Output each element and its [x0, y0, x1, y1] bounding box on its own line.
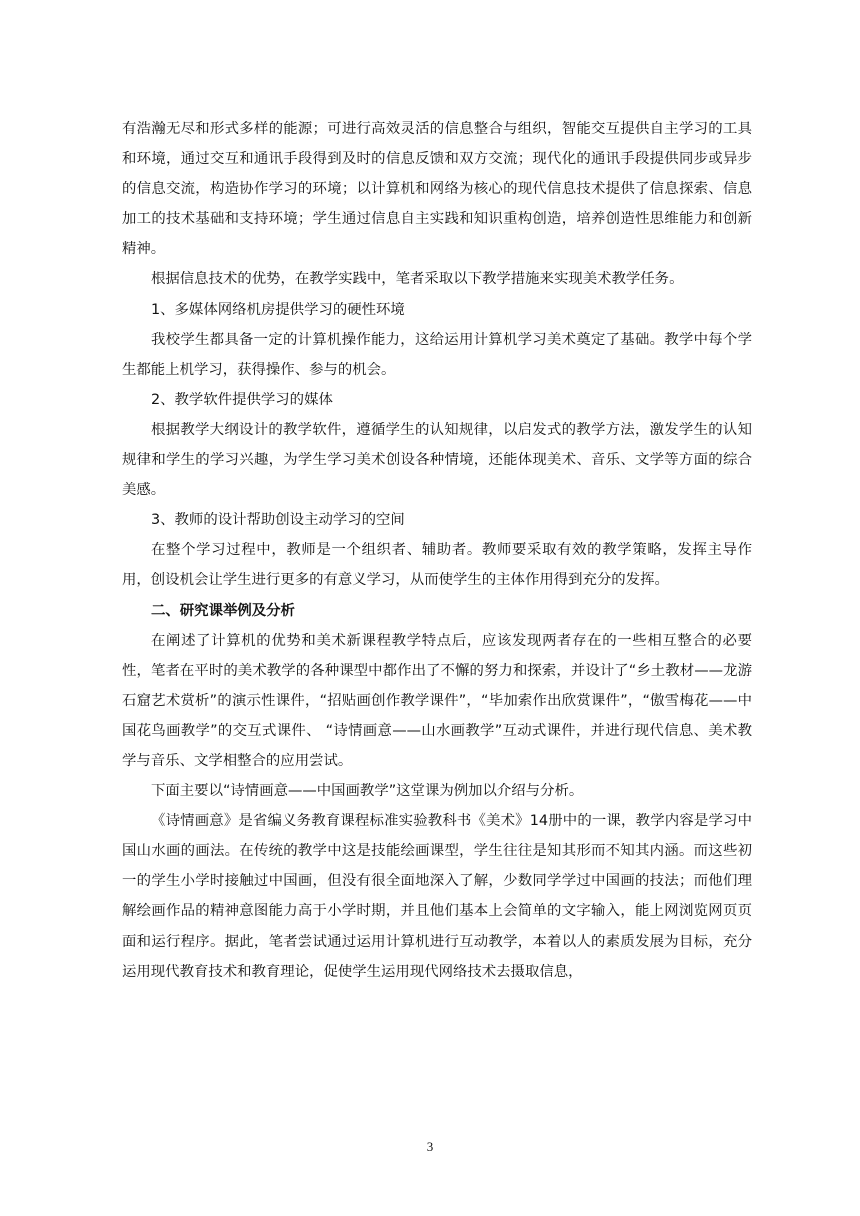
- section-heading: 二、研究课举例及分析: [151, 602, 295, 619]
- subheading-2: 2、教学软件提供学习的媒体: [151, 391, 333, 408]
- page-body: [122, 114, 752, 987]
- subheading-3: 3、教师的设计帮助创设主动学习的空间: [151, 512, 405, 529]
- subheading-1: 1、多媒体网络机房提供学习的硬性环境: [151, 301, 405, 318]
- paragraph: 根据教学大纲设计的教学软件，遵循学生的认知规律，以启发式的教学方法，激发学生的认知规律和学生的学习兴趣，为学生学习美术创设各种情境，还能体现美术、音乐、文学等方面的综合美感。: [122, 421, 752, 499]
- paragraph: 根据信息技术的优势，在教学实践中，笔者采取以下教学措施来实现美术教学任务。: [151, 271, 684, 288]
- paragraph: 我校学生都具备一定的计算机操作能力，这给运用计算机学习美术奠定了基础。教学中每个学生都能上机学习，获得操作、参与的机会。: [122, 331, 752, 378]
- paragraph: 在阐述了计算机的优势和美术新课程教学特点后，应该发现两者存在的一些相互整合的必要性，笔者在平时的美术教学的各种课型中都作出了不懈的努力和探索，并设计了“乡土教材——龙游石窟艺术赏析”的演示性课件，“招贴画创作教学课件”，“毕加索作出欣赏课件”，“傲雪梅花——中国花鸟画教学”的交互式课件、 “诗情画意——山水画教学”互动式课件，并进行现代信息、美术教学与音乐、文学相整合的应用尝试。: [122, 632, 752, 769]
- paragraph: 《诗情画意》是省编义务教育课程标准实验教科书《美术》14册中的一课，教学内容是学习中国山水画的画法。在传统的教学中这是技能绘画课型，学生往往是知其形而不知其内涵。而这些初一的学生小学时接触过中国画，但没有很全面地深入了解，少数同学学过中国画的技法；而他们理解绘画作品的精神意图能力高于小学时期，并且他们基本上会简单的文字输入，能上网浏览网页页面和运行程序。据此，笔者尝试通过运用计算机进行互动教学，本着以人的素质发展为目标，充分运用现代教育技术和教育理论，促使学生运用现代网络技术去摄取信息，: [122, 813, 752, 980]
- page-number: 3: [426, 1139, 434, 1154]
- paragraph: 在整个学习过程中，教师是一个组织者、辅助者。教师要采取有效的教学策略，发挥主导作用，创设机会让学生进行更多的有意义学习，从而使学生的主体作用得到充分的发挥。: [122, 542, 752, 589]
- paragraph-continued: 有浩瀚无尽和形式多样的能源；可进行高效灵活的信息整合与组织，智能交互提供自主学习的工具和环境，通过交互和通讯手段得到及时的信息反馈和双方交流；现代化的通讯手段提供同步或异步的信息交流，构造协作学习的环境；以计算机和网络为核心的现代信息技术提供了信息探索、信息加工的技术基础和支持环境；学生通过信息自主实践和知识重构创造，培养创造性思维能力和创新精神。: [122, 121, 752, 258]
- paragraph: 下面主要以“诗情画意——中国画教学”这堂课为例加以介绍与分析。: [151, 783, 584, 800]
